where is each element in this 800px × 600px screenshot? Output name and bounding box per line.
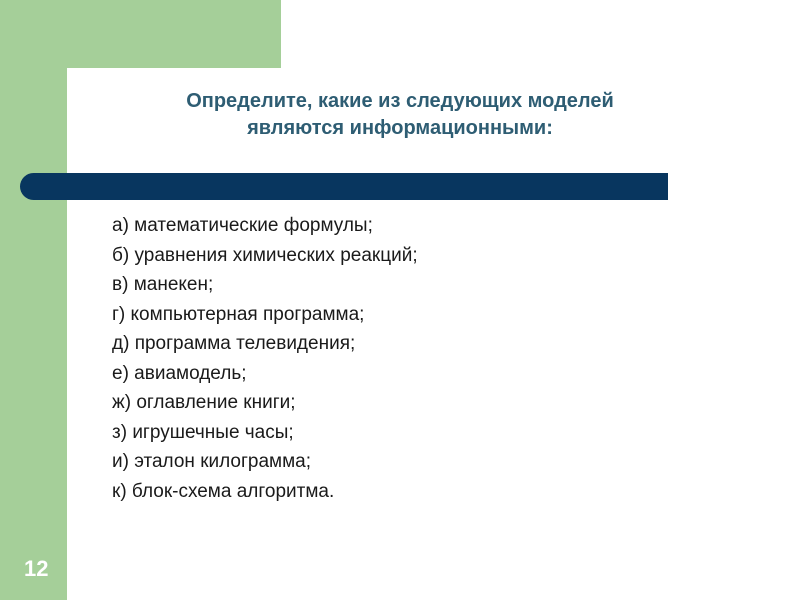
list-item: е) авиамодель; (112, 362, 247, 384)
list-item: д) программа телевидения; (112, 333, 356, 354)
title-divider-bar (20, 173, 668, 200)
list-item: ж) оглавление книги; (112, 392, 296, 413)
list-item: в) манекен; (112, 274, 214, 295)
left-accent-strip (0, 0, 67, 600)
slide-title (100, 88, 700, 142)
model-list (112, 211, 712, 506)
slide-title-line-2: являются информационными: (247, 117, 553, 139)
list-item: з) игрушечные часы; (112, 421, 294, 443)
slide-title-line-1: Определите, какие из следующих моделей (186, 90, 614, 112)
slide-page-number: 12 (24, 556, 49, 581)
list-item: г) компьютерная программа; (112, 303, 365, 325)
list-item: к) блок-схема алгоритма. (112, 480, 335, 502)
list-item: б) уравнения химических реакций; (112, 244, 418, 266)
list-item: и) эталон килограмма; (112, 451, 312, 472)
top-accent-block (0, 0, 281, 68)
list-item: а) математические формулы; (112, 215, 373, 236)
